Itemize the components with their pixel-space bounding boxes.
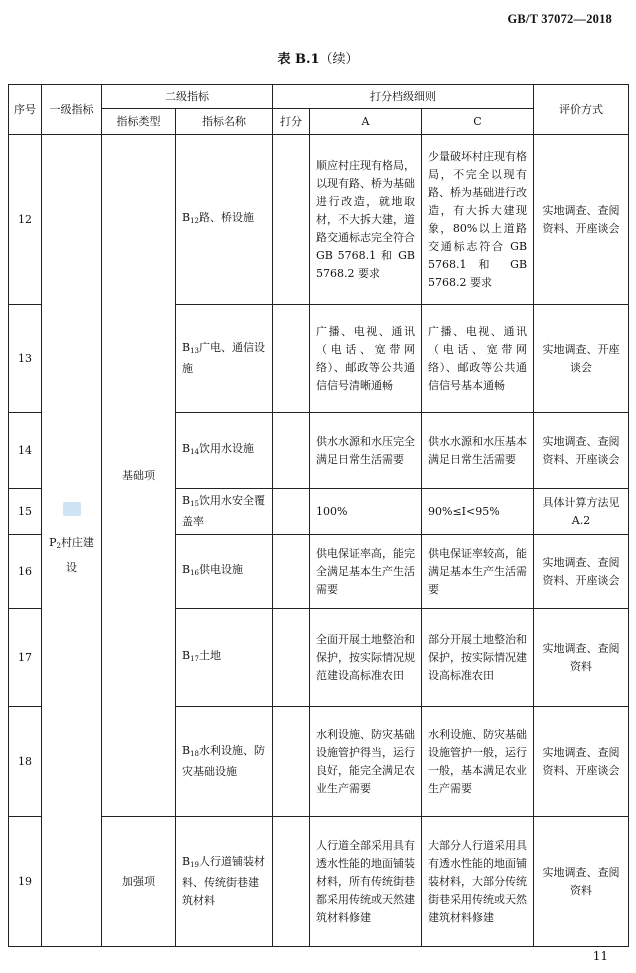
level1-code <box>48 532 95 579</box>
indicator-code: B <box>182 649 191 662</box>
level1-code-sub: 2 <box>56 542 61 550</box>
indicator-name <box>176 413 273 489</box>
evaluation-method: 实地调查、查阅资料、开座谈会 <box>534 135 629 305</box>
table-title-label: 表 B.1 <box>277 52 320 67</box>
header-method: 评价方式 <box>534 85 629 135</box>
indicator-type-basic: 基础项 <box>102 135 176 817</box>
level1-cell <box>42 135 102 947</box>
grade-c-criteria: 供电保证率较高，能满足基本生产生活需要 <box>422 535 534 609</box>
grade-a-criteria: 全面开展土地整治和保护，按实际情况规范建设高标准农田 <box>310 609 422 707</box>
score-cell <box>273 609 310 707</box>
grade-a-criteria: 供水水源和水压完全满足日常生活需要 <box>310 413 422 489</box>
evaluation-method: 具体计算方法见 A.2 <box>534 489 629 535</box>
header-name: 指标名称 <box>176 109 273 135</box>
indicator-name <box>176 489 273 535</box>
table-row <box>9 135 629 305</box>
indicator-code-sub: 18 <box>190 750 200 758</box>
grade-c-criteria: 90%≤I<95% <box>422 489 534 535</box>
indicator-name-text: 饮用水安全覆盖率 <box>182 494 266 528</box>
indicator-name-text: 路、桥设施 <box>199 211 255 224</box>
indicator-code-sub: 15 <box>190 500 200 508</box>
grade-a-criteria: 广播、电视、通讯（电话、宽带网络）、邮政等公共通信信号清晰通畅 <box>310 305 422 413</box>
indicator-name <box>176 609 273 707</box>
grade-c-criteria: 广播、电视、通讯（电话、宽带网络）、邮政等公共通信信号基本通畅 <box>422 305 534 413</box>
indicator-name <box>176 305 273 413</box>
row-number: 19 <box>9 817 42 947</box>
header-row-1 <box>9 85 629 109</box>
evaluation-method: 实地调查、查阅资料、开座谈会 <box>534 707 629 817</box>
indicator-code: B <box>182 563 191 576</box>
indicator-code-sub: 17 <box>190 655 200 663</box>
indicator-name-text: 水利设施、防灾基础设施 <box>182 744 266 778</box>
evaluation-method: 实地调查、查阅资料、开座谈会 <box>534 413 629 489</box>
indicator-name-text: 饮用水设施 <box>199 442 255 455</box>
grade-a-criteria: 水利设施、防灾基础设施管护得当，运行良好，能完全满足农业生产需要 <box>310 707 422 817</box>
score-cell <box>273 817 310 947</box>
evaluation-table <box>8 84 629 947</box>
level1-label: 村庄建设 <box>60 536 94 574</box>
score-cell <box>273 305 310 413</box>
header-grade-c: C <box>422 109 534 135</box>
grade-c-criteria: 水利设施、防灾基础设施管护一般，运行一般，基本满足农业生产需要 <box>422 707 534 817</box>
table-row <box>9 817 629 947</box>
score-cell <box>273 413 310 489</box>
row-number: 12 <box>9 135 42 305</box>
indicator-code: B <box>182 211 191 224</box>
header-level2: 二级指标 <box>102 85 273 109</box>
header-score: 打分 <box>273 109 310 135</box>
grade-c-criteria: 大部分人行道采用具有透水性能的地面铺装材料，大部分传统街巷采用传统或天然建筑材料修建 <box>422 817 534 947</box>
indicator-name-text: 供电设施 <box>199 563 244 576</box>
row-number: 18 <box>9 707 42 817</box>
header-level1: 一级指标 <box>42 85 102 135</box>
evaluation-method: 实地调查、查阅资料 <box>534 817 629 947</box>
row-number: 15 <box>9 489 42 535</box>
evaluation-method: 实地调查、开座谈会 <box>534 305 629 413</box>
indicator-name-text: 土地 <box>199 649 222 662</box>
indicator-code-sub: 16 <box>190 569 200 577</box>
indicator-code: B <box>182 341 191 354</box>
indicator-name <box>176 707 273 817</box>
grade-a-criteria: 供电保证率高，能完全满足基本生产生活需要 <box>310 535 422 609</box>
row-number: 17 <box>9 609 42 707</box>
score-cell <box>273 135 310 305</box>
watermark-logo <box>63 502 81 516</box>
header-detail: 打分档级细则 <box>273 85 534 109</box>
indicator-name-text: 广电、通信设施 <box>182 341 266 375</box>
indicator-name <box>176 135 273 305</box>
row-number: 14 <box>9 413 42 489</box>
grade-c-criteria: 供水水源和水压基本满足日常生活需要 <box>422 413 534 489</box>
indicator-code-sub: 14 <box>190 448 200 456</box>
evaluation-method: 实地调查、查阅资料 <box>534 609 629 707</box>
grade-a-criteria: 顺应村庄现有格局，以现有路、桥为基础进行改造，就地取材，不大拆大建，道路交通标志完全符合 GB 5768.1 和 GB 5768.2 要求 <box>310 135 422 305</box>
indicator-code: B <box>182 442 191 455</box>
table-title-suffix: （续） <box>319 52 359 67</box>
grade-c-criteria: 部分开展土地整治和保护，按实际情况建设高标准农田 <box>422 609 534 707</box>
standard-number: GB/T 37072—2018 <box>507 12 612 26</box>
grade-c-criteria: 少量破坏村庄现有格局，不完全以现有路、桥为基础进行改造，有大拆大建现象，80%以上道路交通标志符合 GB 5768.1 和 GB 5768.2 要求 <box>422 135 534 305</box>
score-cell <box>273 535 310 609</box>
header-type: 指标类型 <box>102 109 176 135</box>
indicator-name <box>176 535 273 609</box>
indicator-name-text: 人行道铺装材料、传统街巷建筑材料 <box>182 855 266 907</box>
indicator-code-sub: 19 <box>190 861 200 869</box>
indicator-code: B <box>182 494 191 507</box>
indicator-code-sub: 12 <box>190 217 200 225</box>
indicator-code: B <box>182 855 191 868</box>
indicator-code: B <box>182 744 191 757</box>
row-number: 13 <box>9 305 42 413</box>
row-number: 16 <box>9 535 42 609</box>
indicator-name <box>176 817 273 947</box>
evaluation-method: 实地调查、查阅资料、开座谈会 <box>534 535 629 609</box>
indicator-type-enhanced: 加强项 <box>102 817 176 947</box>
score-cell <box>273 489 310 535</box>
level1-code-letter: P <box>49 536 57 549</box>
score-cell <box>273 707 310 817</box>
header-grade-a: A <box>310 109 422 135</box>
header-seq: 序号 <box>9 85 42 135</box>
indicator-code-sub: 13 <box>190 347 200 355</box>
grade-a-criteria: 人行道全部采用具有透水性能的地面铺装材料，所有传统街巷都采用传统或天然建筑材料修建 <box>310 817 422 947</box>
page-number: 11 <box>592 949 608 963</box>
grade-a-criteria: 100% <box>310 489 422 535</box>
table-title <box>0 48 636 67</box>
